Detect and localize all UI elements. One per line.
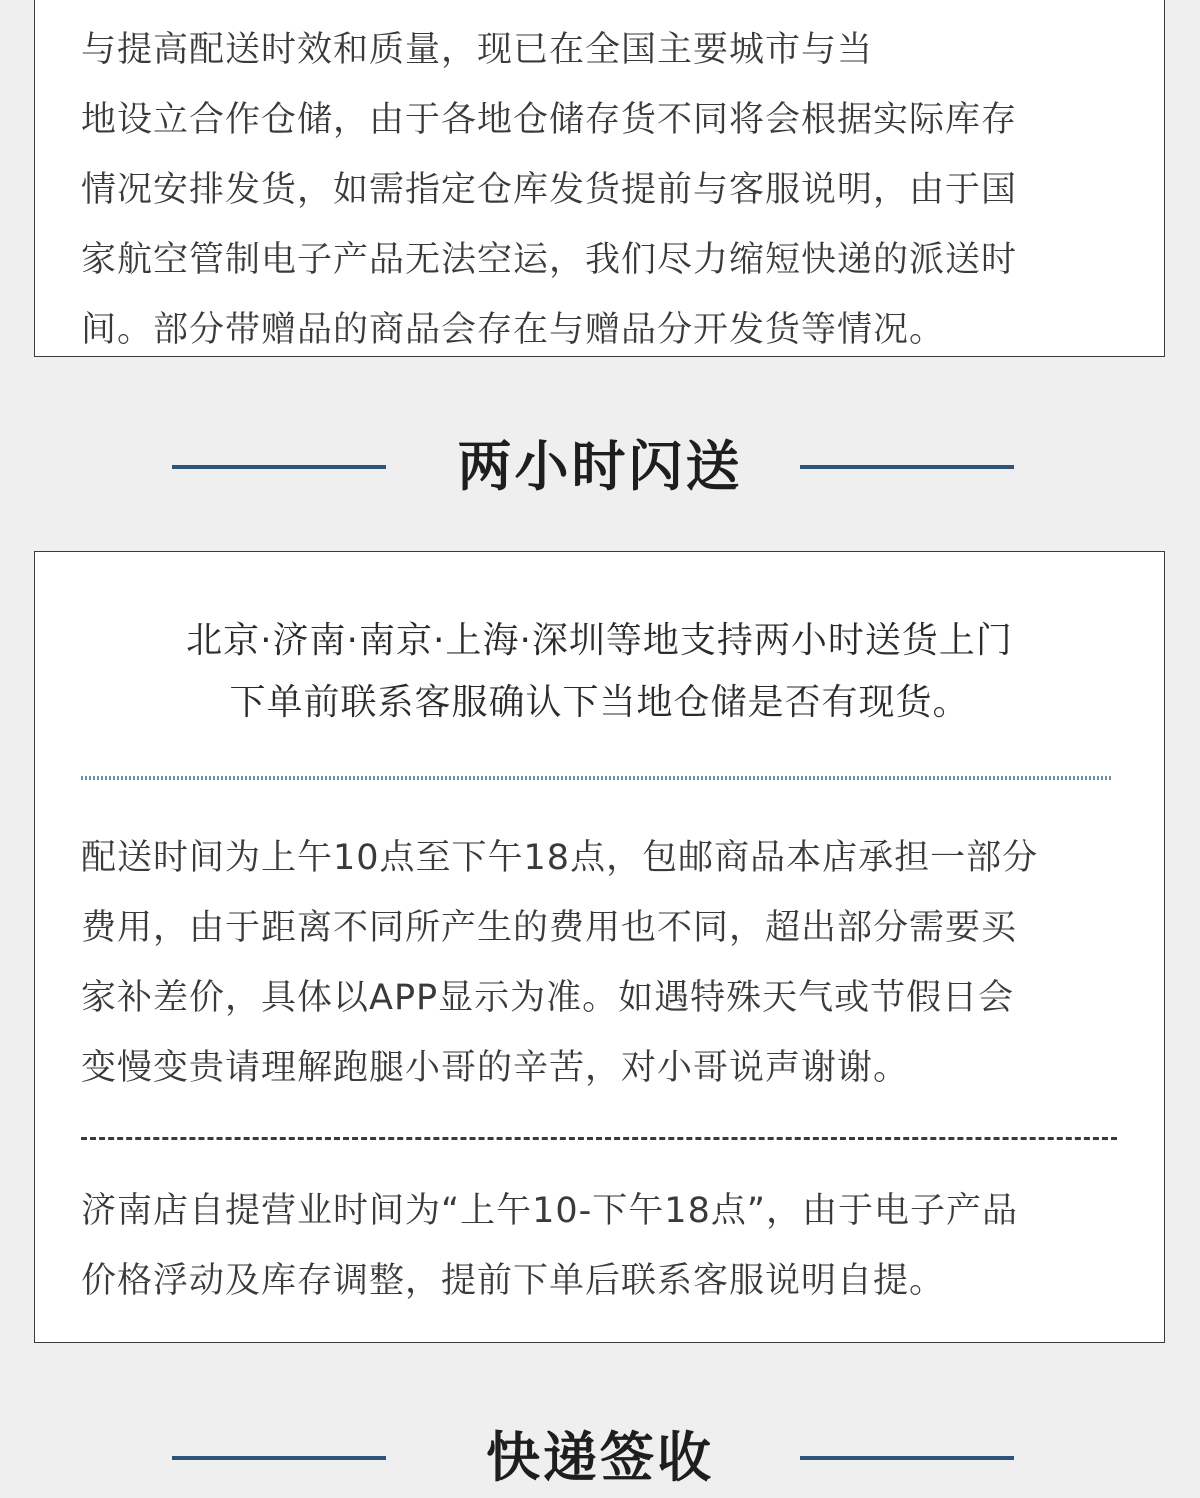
delivery-time-line: 家补差价，具体以APP显示为准。如遇特殊天气或节假日会 bbox=[81, 978, 1015, 1018]
heading-rule-left bbox=[172, 465, 386, 469]
express-signing-title: 快递签收 bbox=[486, 1426, 714, 1489]
intro-line: 北京·济南·南京·上海·深圳等地支持两小时送货上门 bbox=[186, 620, 1013, 661]
shipping-notice-text bbox=[81, 15, 1131, 365]
intro-line: 下单前联系客服确认下当地仓储是否有现货。 bbox=[229, 682, 970, 723]
delivery-time-line: 配送时间为上午10点至下午18点，包邮商品本店承担一部分 bbox=[81, 838, 1039, 878]
heading-rule-left bbox=[172, 1456, 386, 1460]
pickup-hours-line: 济南店自提营业时间为“上午10-下午18点”，由于电子产品 bbox=[81, 1191, 1018, 1231]
dotted-divider bbox=[81, 776, 1111, 780]
shipping-notice-box bbox=[34, 0, 1165, 357]
express-signing-heading bbox=[0, 1418, 1200, 1498]
pickup-hours-line: 价格浮动及库存调整，提前下单后联系客服说明自提。 bbox=[81, 1261, 946, 1301]
shipping-notice-line: 与提高配送时效和质量，现已在全国主要城市与当 bbox=[81, 30, 874, 70]
flash-delivery-intro bbox=[35, 610, 1164, 734]
delivery-time-text bbox=[81, 823, 1131, 1103]
delivery-time-line: 变慢变贵请理解跑腿小哥的辛苦，对小哥说声谢谢。 bbox=[81, 1048, 910, 1088]
flash-delivery-title: 两小时闪送 bbox=[457, 435, 743, 498]
dashed-divider bbox=[81, 1137, 1117, 1140]
delivery-time-line: 费用，由于距离不同所产生的费用也不同，超出部分需要买 bbox=[81, 908, 1018, 948]
shipping-notice-line: 家航空管制电子产品无法空运，我们尽力缩短快递的派送时 bbox=[81, 240, 1018, 280]
heading-rule-right bbox=[800, 465, 1014, 469]
shipping-notice-line: 地设立合作仓储，由于各地仓储存货不同将会根据实际库存 bbox=[81, 100, 1018, 140]
flash-delivery-heading bbox=[0, 427, 1200, 507]
pickup-hours-text bbox=[81, 1176, 1131, 1316]
shipping-notice-line: 情况安排发货，如需指定仓库发货提前与客服说明，由于国 bbox=[81, 170, 1018, 210]
flash-delivery-box bbox=[34, 551, 1165, 1343]
shipping-notice-line: 间。部分带赠品的商品会存在与赠品分开发货等情况。 bbox=[81, 310, 946, 350]
heading-rule-right bbox=[800, 1456, 1014, 1460]
